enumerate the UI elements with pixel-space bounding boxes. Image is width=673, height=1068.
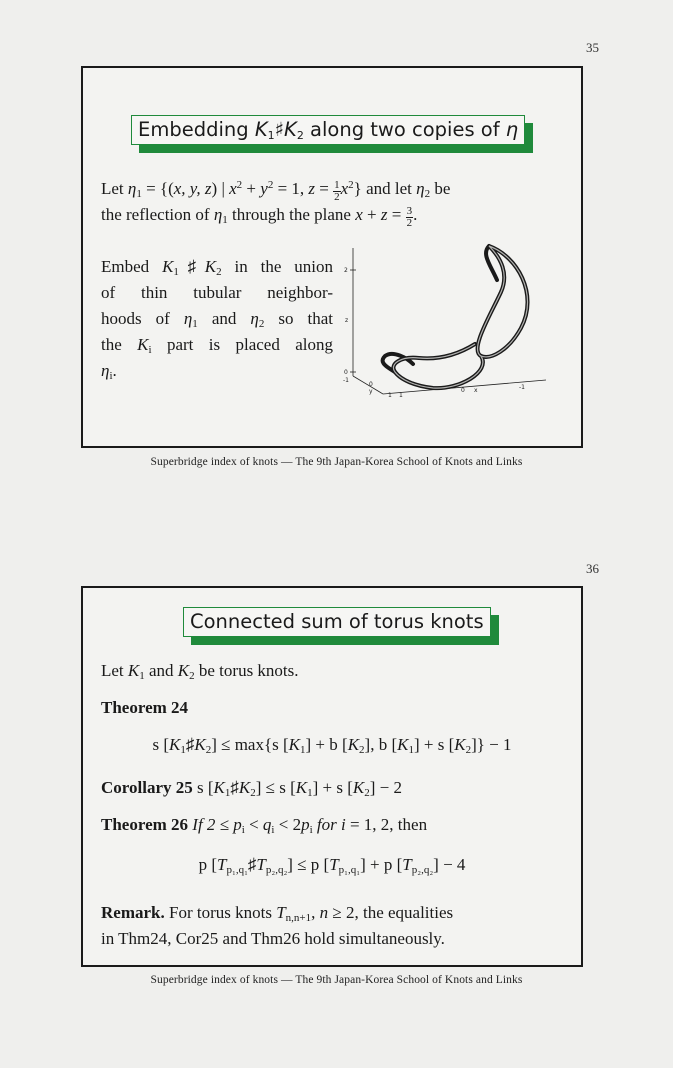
y-tick-0: 0 <box>369 381 373 388</box>
y-axis-line <box>353 376 383 394</box>
fraction-half: $\frac{1}{2}$ <box>334 179 340 203</box>
slide-frame <box>81 586 583 967</box>
page-number: 36 <box>586 561 599 576</box>
fraction-three-halves: $\frac{3}{2}$ <box>406 205 413 229</box>
z-tick-0: 0 <box>344 369 348 376</box>
corollary-25: Corollary 25 s $[K_1♯K_2] \le s$ $[K_1] + s$ $[K_2] - 2$ <box>101 778 402 799</box>
x-tick-1: 1 <box>399 392 403 399</box>
z-axis-label: z <box>345 317 349 324</box>
remark-line-2: in Thm24, Cor25 and Thm26 hold simultaneously. <box>101 929 445 948</box>
slide-title <box>131 115 525 145</box>
theorem-24-label: Theorem 24 <box>101 698 189 717</box>
definition-line-1: Let $\eta_1 = \{(x$, y, z) | $x^2 + y^2 = 1$, z = $\frac{1}{2}$ $x^2$} and let $\eta_2$ be <box>101 179 451 203</box>
embed-line-2: of thin tubular neighbor- <box>101 283 333 302</box>
knot-3d-plot <box>341 236 551 406</box>
theorem-24-formula: s $[K_1♯K_2] \le \max\{s$ $[K_1] + b$ $[K_2]$, b $[K_1] + s$ $[K_2]\} - 1$ <box>152 735 512 756</box>
remark-line-1: Remark. For torus knots $T_{n,n+1}$, n ≥ 2, the equalities <box>101 903 454 924</box>
x-tick-neg1: -1 <box>519 384 525 391</box>
knot-curve <box>383 246 528 388</box>
y-tick-1: 1 <box>388 392 392 399</box>
title-text: Connected sum of torus knots <box>183 607 491 637</box>
footer: Superbridge index of knots — The 9th Japan-Korea School of Knots and Links <box>150 456 523 468</box>
plot-tick-labels <box>343 267 525 399</box>
title-text: Embedding $K_1♯K_2$ along two copies of η <box>131 115 525 145</box>
y-tick-neg1: -1 <box>343 377 349 384</box>
theorem-26: Theorem 26 If $2 \le p_i < q_i < 2p_i$ for i = 1, 2, then <box>101 815 428 836</box>
intro-line: Let $K_1$ and $K_2$ be torus knots. <box>101 661 299 682</box>
embed-line-3: hoods of $\eta_1$ and $\eta_2$ so that <box>101 309 333 330</box>
slide-frame <box>81 66 583 448</box>
embed-line-1: Embed $K_1♯K_2$ in the union <box>101 257 333 278</box>
x-axis-label: x <box>474 387 478 394</box>
definition-line-2: the reflection of $\eta_1$ through the plane x + z = $\frac{3}{2}$ . <box>101 205 418 229</box>
footer: Superbridge index of knots — The 9th Japan-Korea School of Knots and Links <box>150 974 523 986</box>
embed-line-4: the $K_i$ part is placed along <box>101 335 333 356</box>
z-tick-2: 2 <box>344 267 348 274</box>
embed-line-5: $\eta_i$. <box>101 361 117 382</box>
slide-title <box>183 607 491 637</box>
theorem-26-formula: p $[T_{p_1,q_1}♯T_{p_2,q_2}] \le p$ $[T_{p_1,q_1}] + p$ $[T_{p_2,q_2}] - 4$ <box>198 855 466 876</box>
page-number: 35 <box>586 40 599 55</box>
y-axis-label: y <box>369 388 373 395</box>
x-tick-0: 0 <box>461 387 465 394</box>
